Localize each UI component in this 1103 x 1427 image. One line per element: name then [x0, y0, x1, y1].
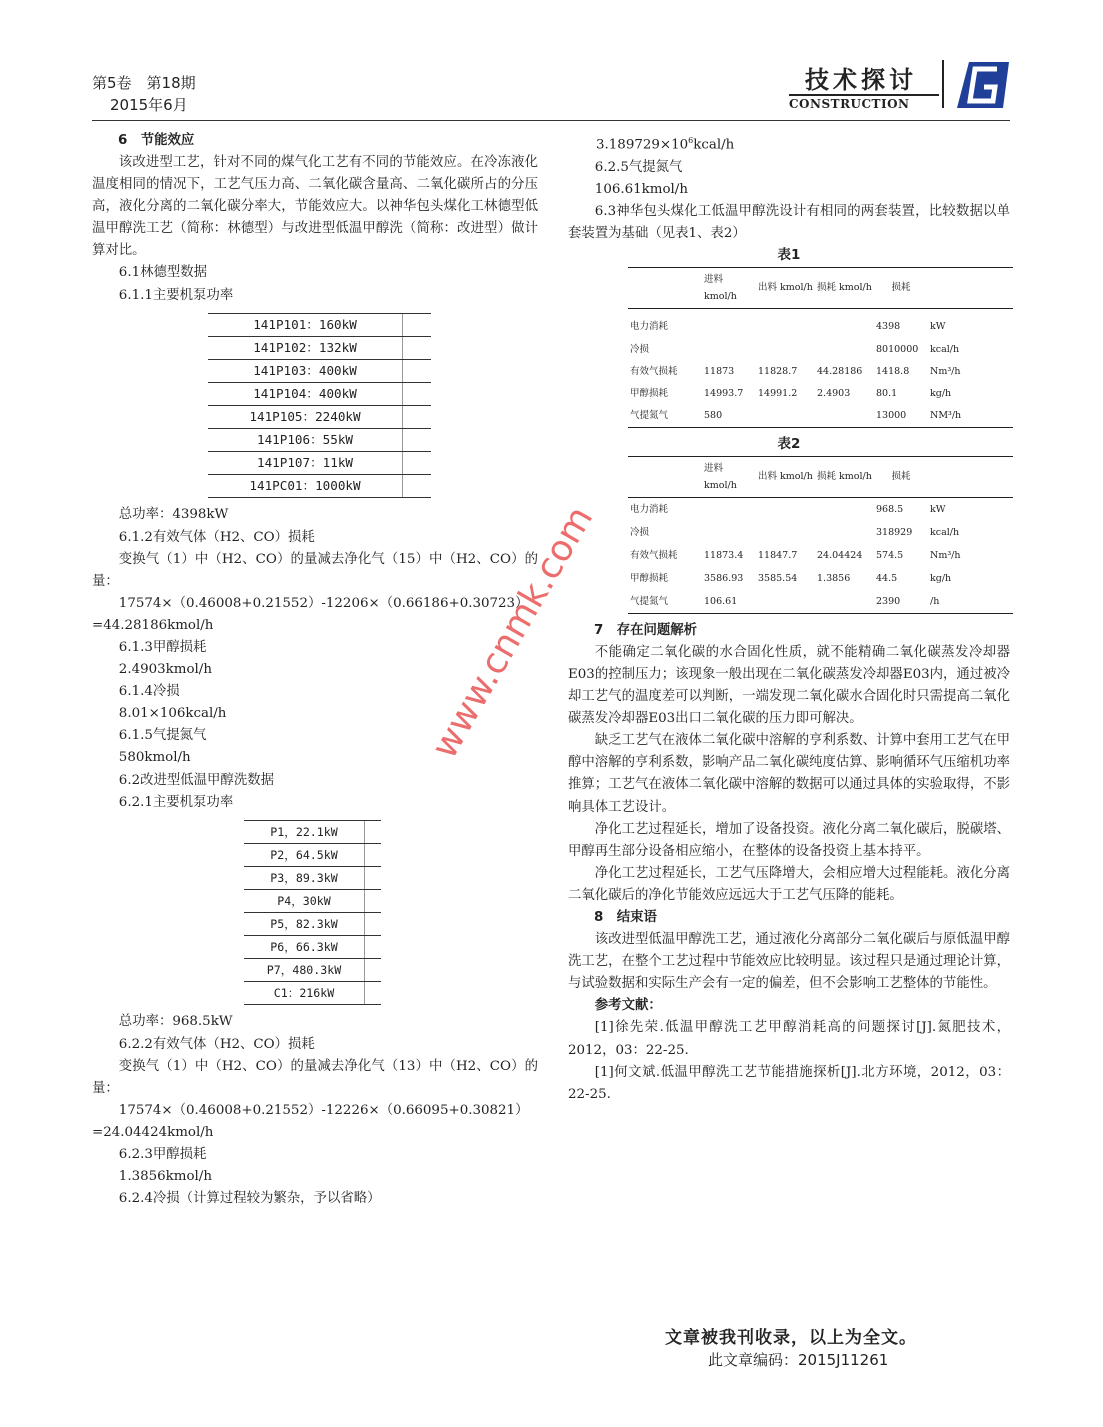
section-7-paragraph-2: 缺乏工艺气在液体二氧化碳中溶解的亨利系数、计算中套用工艺气在甲醇中溶解的亨利系数，影响产品二氧化碳纯度估算、影响循环气压缩机功率推算；工艺气在液体二氧化碳中溶解的数据可以通过具体的实验取得，不影响具体工艺设计。 — [568, 733, 1010, 815]
subsection-6-2-4: 6.2.4冷损（计算过程较为繁杂，予以省略） — [118, 1191, 381, 1207]
table-1 — [628, 267, 1013, 428]
section-6-paragraph: 该改进型工艺，针对不同的煤气化工艺有不同的节能效应。在冷冻液化温度相同的情况下，工艺气压力高、二氧化碳含量高、二氧化碳所占的分压高，液化分离的二氧化碳分率大，节能效应大。以神华包头煤化工林德型低温甲醇洗工艺（简称：林德型）与改进型低温甲醇洗（简称：改进型）做计算对比。 — [92, 155, 538, 259]
subsection-6-2-1: 6.2.1主要机泵功率 — [118, 794, 234, 810]
table-2 — [628, 456, 1013, 614]
logo-divider — [942, 60, 944, 108]
table-row — [208, 336, 431, 359]
gas-loss-result-2: =24.04424kmol/h — [92, 1124, 214, 1140]
right-column — [568, 130, 1010, 1106]
table-row: 冷损 318929 kcal/h — [630, 526, 960, 538]
table-row — [208, 359, 431, 382]
table-row — [208, 429, 431, 452]
watermark: www.cnmk.com — [424, 499, 602, 766]
pump-cell: P6，66.3kW — [244, 936, 365, 959]
issue-info — [92, 72, 196, 116]
table-header-row: 进料 kmol/h 出料 kmol/h 损耗 kmol/h 损耗 — [628, 267, 1013, 308]
subsection-6-3: 6.3神华包头煤化工低温甲醇洗设计有相同的两套装置，比较数据以单套装置为基础（见表1、表2） — [568, 203, 1010, 241]
pump-cell: 141P107：11kW — [208, 452, 403, 475]
table-row — [208, 406, 431, 429]
section-8-heading: 8 结束语 — [594, 910, 657, 926]
pump-cell: C1：216kW — [244, 982, 365, 1005]
table-row — [208, 452, 431, 475]
table-row — [208, 475, 431, 498]
gas-loss-equation-1: 17574×（0.46008+0.21552）-12206×（0.66186+0.30723） — [118, 595, 529, 611]
table-row: 电力消耗 968.5 kW — [630, 503, 946, 515]
column-title-en: CONSTRUCTION — [789, 94, 939, 111]
table-row: 冷损 8010000 kcal/h — [630, 343, 960, 355]
improved-pump-table — [244, 820, 381, 1006]
subsection-6-2: 6.2改进型低温甲醇洗数据 — [118, 772, 274, 788]
issue-date: 2015年6月 — [110, 96, 188, 114]
subsection-6-1-2: 6.1.2有效气体（H2、CO）损耗 — [118, 529, 315, 545]
cold-loss-1: 8.01×106kcal/h — [118, 706, 227, 722]
table-row: 甲醇损耗 3586.93 3585.54 1.3856 44.5 kg/h — [630, 572, 952, 584]
table-2-caption: 表2 — [777, 435, 801, 452]
footer-notice: 文章被我刊收录，以上为全文。 — [665, 1328, 917, 1348]
table-1-caption: 表1 — [777, 246, 801, 263]
table-row: 甲醇损耗 14993.7 14991.2 2.4903 80.1 kg/h — [630, 387, 952, 399]
journal-logo-icon — [955, 60, 1011, 110]
section-6-heading: 6 节能效应 — [118, 133, 195, 148]
pump-cell: P1，22.1kW — [244, 820, 365, 843]
table-header-row: 进料 kmol/h 出料 kmol/h 损耗 kmol/h 损耗 — [628, 456, 1013, 497]
subsection-6-2-2: 6.2.2有效气体（H2、CO）损耗 — [118, 1036, 315, 1052]
reference-1: [1]徐先荣.低温甲醇洗工艺甲醇消耗高的问题探讨[J].氮肥技术，2012，03：22-25. — [568, 1020, 1010, 1058]
table-row — [244, 866, 381, 889]
cold-loss-2: $3.189729\times 10^6kcal/h$ — [596, 136, 735, 153]
total-power-1: 总功率：4398kW — [118, 507, 229, 523]
total-power-2: 总功率：968.5kW — [118, 1014, 233, 1030]
linde-pump-table — [208, 313, 431, 499]
pump-cell: P7，480.3kW — [244, 959, 365, 982]
section-7-heading: 7 存在问题解析 — [594, 622, 698, 638]
pump-cell: 141PC01：1000kW — [208, 475, 403, 498]
subsection-6-1-4: 6.1.4冷损 — [118, 684, 180, 700]
subsection-6-1-3: 6.1.3甲醇损耗 — [118, 639, 207, 655]
pump-cell: P2，64.5kW — [244, 843, 365, 866]
gas-loss-result-1: =44.28186kmol/h — [92, 617, 214, 633]
section-7-paragraph-3: 净化工艺过程延长，增加了设备投资。液化分离二氧化碳后，脱碳塔、甲醇再生部分设备相应缩小，在整体的设备投资上基本持平。 — [568, 821, 1010, 859]
table-row — [208, 382, 431, 405]
pump-cell: P4，30kW — [244, 890, 365, 913]
gas-loss-text-1: 变换气（1）中（H2、CO）的量减去净化气（15）中（H2、CO）的量： — [92, 551, 538, 589]
pump-cell: P5，82.3kW — [244, 913, 365, 936]
pump-cell: P3，89.3kW — [244, 866, 365, 889]
subsection-6-1-1: 6.1.1主要机泵功率 — [118, 287, 234, 303]
reference-2: [1]何文斌.低温甲醇洗工艺节能措施探析[J].北方环境，2012，03：22-25. — [568, 1064, 1010, 1102]
methanol-loss-1: 2.4903kmol/h — [118, 662, 212, 678]
table-row: 有效气损耗 11873 11828.7 44.28186 1418.8 Nm³/h — [630, 365, 961, 377]
subsection-6-1: 6.1林德型数据 — [118, 265, 208, 281]
article-code: 此文章编码：2015J11261 — [708, 1351, 889, 1369]
gas-loss-text-2: 变换气（1）中（H2、CO）的量减去净化气（13）中（H2、CO）的量： — [92, 1058, 538, 1096]
section-8-paragraph: 该改进型低温甲醇洗工艺，通过液化分离部分二氧化碳后与原低温甲醇洗工艺，在整个工艺过程中节能效应比较明显。该过程只是通过理论计算，与试验数据和实际生产会有一定的偏差，但不会影响工艺整体的节能性。 — [568, 932, 1010, 992]
pump-cell: 141P103：400kW — [208, 359, 403, 382]
gas-loss-equation-2: 17574×（0.46008+0.21552）-12226×（0.66095+0.30821） — [118, 1102, 529, 1118]
methanol-loss-2: 1.3856kmol/h — [118, 1169, 212, 1185]
section-7-paragraph-1: 不能确定二氧化碳的水合固化性质，就不能精确二氧化碳蒸发冷却器E03的控制压力；该现象一般出现在二氧化碳蒸发冷却器E03内，通过被冷却工艺气的温度差可以判断，一端发现二氧化碳水合固化时只需提高二氧化碳蒸发冷却器E03出口二氧化碳的压力即可解决。 — [568, 644, 1010, 727]
table-row: 气提氮气 106.61 2390 /h — [628, 590, 1013, 614]
table-row: 有效气损耗 11873.4 11847.7 24.04424 574.5 Nm³/h — [630, 549, 961, 561]
table-row — [244, 959, 381, 982]
table-row — [244, 820, 381, 843]
subsection-6-2-5: 6.2.5气提氮气 — [594, 159, 683, 175]
table-row: 电力消耗 4398 kW — [630, 321, 946, 333]
header-rule — [92, 120, 1010, 121]
table-row — [244, 890, 381, 913]
pump-cell: 141P106：55kW — [208, 429, 403, 452]
volume-issue: 第5卷 第18期 — [92, 74, 196, 92]
table-row — [244, 982, 381, 1005]
section-7-paragraph-4: 净化工艺过程延长，工艺气压降增大，会相应增大过程能耗。液化分离二氧化碳后的净化节能效应远远大于工艺气压降的能耗。 — [568, 865, 1010, 903]
references-heading: 参考文献： — [594, 998, 662, 1014]
stripping-nitrogen-1: 580kmol/h — [118, 750, 191, 766]
table-row — [244, 843, 381, 866]
pump-cell: 141P105：2240kW — [208, 406, 403, 429]
table-row — [208, 313, 431, 336]
pump-cell: 141P102：132kW — [208, 336, 403, 359]
table-row: 气提氮气 580 13000 NM³/h — [628, 405, 1013, 428]
pump-cell: 141P101：160kW — [208, 313, 403, 336]
table-row — [244, 913, 381, 936]
stripping-nitrogen-2: 106.61kmol/h — [594, 181, 688, 197]
pump-cell: 141P104：400kW — [208, 382, 403, 405]
table-row — [244, 936, 381, 959]
subsection-6-2-3: 6.2.3甲醇损耗 — [118, 1147, 207, 1163]
column-title: 技术探讨 — [805, 66, 917, 94]
subsection-6-1-5: 6.1.5气提氮气 — [118, 728, 207, 744]
